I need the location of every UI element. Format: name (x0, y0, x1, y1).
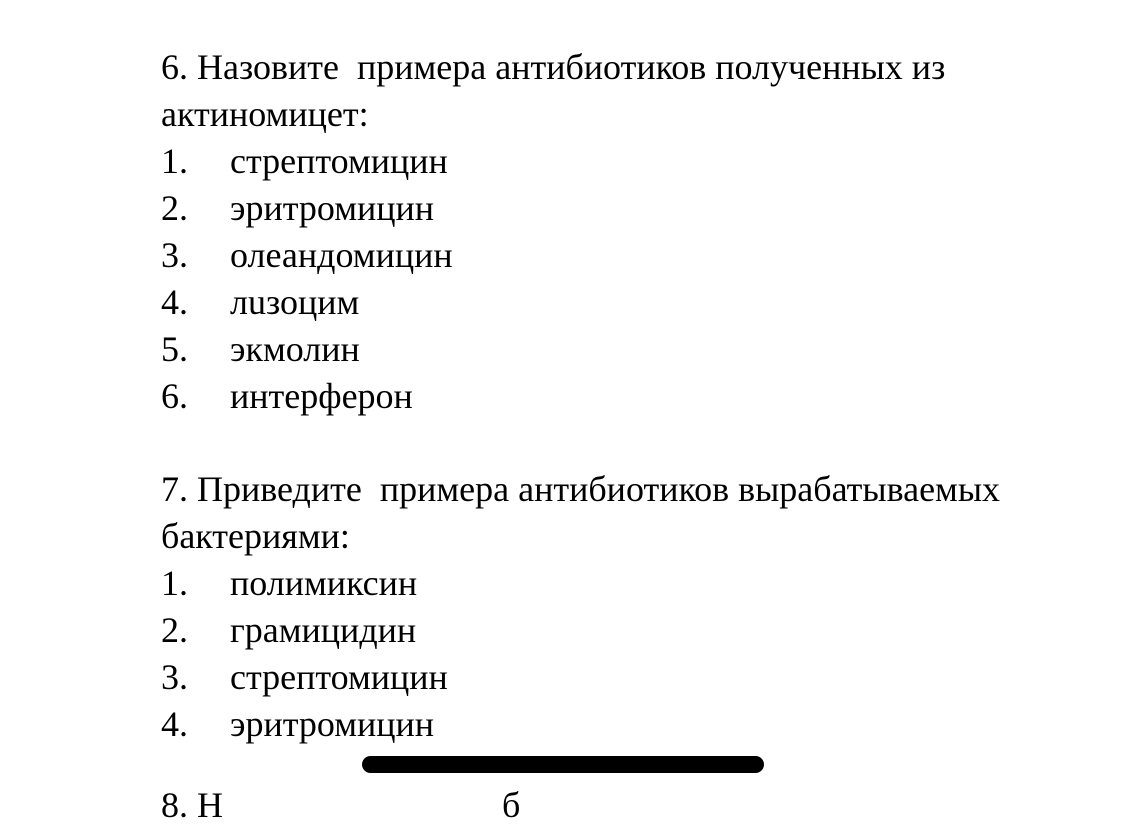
answer-number: 4. (161, 282, 188, 322)
answer-label: стрептомицин (230, 657, 448, 697)
document-body (161, 44, 1061, 748)
answer-number: 2. (161, 188, 188, 228)
answer-option (161, 138, 1061, 185)
answer-option (161, 654, 1061, 701)
question-6 (161, 44, 1061, 420)
answer-option (161, 607, 1061, 654)
answer-label: олеандомицин (230, 235, 453, 275)
answer-number: 2. (161, 610, 188, 650)
answer-option (161, 232, 1061, 279)
answer-option (161, 560, 1061, 607)
question-7-answers (161, 560, 1061, 748)
section-gap (161, 420, 1061, 466)
answer-option (161, 373, 1061, 420)
answer-number: 6. (161, 376, 188, 416)
answer-label: полимиксин (230, 563, 418, 603)
answer-option (161, 701, 1061, 748)
question-6-answers (161, 138, 1061, 420)
answer-label: эритромицин (230, 704, 435, 744)
question-7-text: 7. Приведите примера антибиотиков вырабатываемых бактериями: (161, 469, 1010, 556)
answer-number: 3. (161, 657, 188, 697)
answer-label: экмолин (230, 329, 360, 369)
answer-number: 5. (161, 329, 188, 369)
question-6-text: 6. Назовите примера антибиотиков полученных из актиномицет: (161, 47, 955, 134)
answer-label: грамицидин (230, 610, 417, 650)
answer-label: интерферон (230, 376, 413, 416)
answer-label: лuзоцим (230, 282, 360, 322)
answer-label: эритромицин (230, 188, 435, 228)
question-7 (161, 466, 1061, 748)
answer-number: 4. (161, 704, 188, 744)
answer-option (161, 185, 1061, 232)
answer-number: 3. (161, 235, 188, 275)
answer-number: 1. (161, 141, 188, 181)
answer-option (161, 326, 1061, 373)
question-8-partial-text: 8. Н б (161, 785, 521, 825)
answer-label: стрептомицин (230, 141, 448, 181)
home-indicator-bar[interactable] (362, 756, 764, 773)
answer-option (161, 279, 1061, 326)
answer-number: 1. (161, 563, 188, 603)
